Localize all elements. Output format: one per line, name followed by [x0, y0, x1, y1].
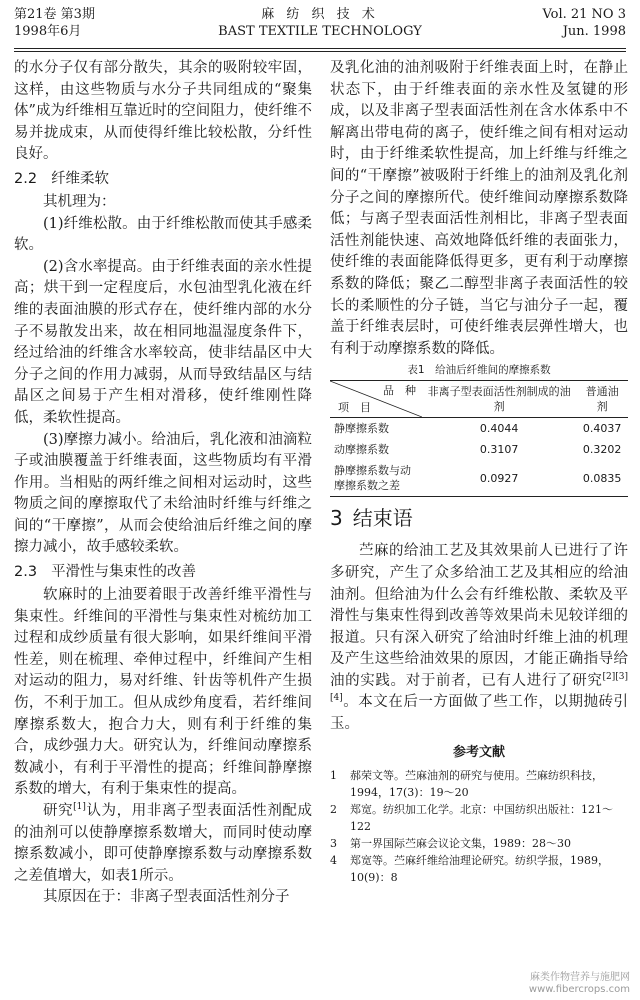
section-title: 结束语	[352, 506, 413, 531]
paragraph	[14, 801, 312, 887]
reference-item	[330, 835, 628, 852]
friction-table	[330, 380, 628, 497]
paragraph	[330, 541, 628, 735]
text: 苎麻的给油工艺及其效果前人已进行了许多研究，产生了众多给油工艺及其相应的给油油剂。但给油为什么会有纤维松散、柔软及平滑性与集束性得到改善等效果尚未见较详细的报道。只有深入研究了给油时纤维上油的机理及产生这些给油效果的原因，才能正确指导给油的实践。对于前者，已有人进行了研究	[330, 543, 628, 689]
running-header	[14, 6, 626, 50]
table-caption: 表1 给油后纤维间的摩擦系数	[407, 364, 551, 377]
reference-number: 1	[330, 769, 337, 783]
header-rule-thin	[14, 51, 626, 52]
cell-value: 0.3202	[582, 443, 622, 457]
reference-item	[330, 767, 628, 801]
cell-value: 0.4044	[479, 422, 519, 436]
watermark-url: www.fibercrops.com	[528, 984, 630, 995]
citation: [1]	[73, 802, 86, 813]
issue-date: 1998年6月	[14, 24, 82, 39]
section-heading-3	[330, 503, 628, 533]
issue-date-en: Jun. 1998	[562, 24, 626, 39]
journal-title-cn: 麻 纺 织 技 术	[261, 7, 379, 22]
paragraph: (3)摩擦力减小。给油后，乳化液和油滴粒子或油膜覆盖于纤维表面，这些物质均有平滑作用。当相贴的两纤维之间相对运动时，这些物质之间的摩擦取代了未给油时纤维与纤维之间的“干摩擦”，从而会使给油后纤维之间的摩擦力减小，故手感较柔软。	[14, 431, 312, 556]
section-number: 3	[330, 506, 343, 531]
header-variety: 品 种	[383, 384, 416, 398]
reference-list	[330, 767, 628, 886]
paragraph: (1)纤维松散。由于纤维松散而使其手感柔软。	[14, 215, 312, 254]
reference-item	[330, 801, 628, 835]
table-row	[330, 439, 628, 460]
references-heading: 参考文献	[452, 744, 505, 760]
cell-value: 0.3107	[479, 443, 519, 457]
issue-info-en	[542, 6, 626, 40]
journal-title-en: BAST TEXTILE TECHNOLOGY	[218, 24, 422, 39]
text: 。本文在后一方面做了些工作，以期抛砖引玉。	[330, 694, 628, 733]
header-col-nonionic: 非离子型表面活性剂制成的油剂	[427, 385, 571, 414]
volume-issue-en: Vol. 21 NO 3	[542, 7, 626, 22]
paragraph: 其机理为：	[43, 193, 116, 210]
row-label: 静摩擦系数与动摩擦系数之差	[334, 464, 411, 493]
text: 研究	[43, 803, 74, 819]
paragraph: 的水分子仅有部分散失，其余的吸附较牢固，这样，由这些物质与水分子共同组成的“聚集体”成为纤维相互靠近时的空间阻力，使纤维不易并拢成束，从而使得纤维比较松散，分纤性良好。	[14, 60, 312, 163]
table-header-row	[330, 381, 628, 418]
reference-text: 郑宽等。苎麻纤维给油理论研究。纺织学报，1989，10(9)：8	[350, 854, 609, 885]
header-item: 项 目	[338, 401, 371, 415]
journal-title	[14, 6, 626, 40]
paragraph: 其原因在于：非离子型表面活性剂分子	[43, 889, 290, 906]
section-heading-2-2	[14, 168, 312, 190]
volume-issue: 第21卷 第3期	[14, 7, 95, 22]
reference-number: 4	[330, 854, 337, 868]
watermark-site-name: 麻类作物营养与施肥网	[530, 972, 630, 983]
reference-item	[330, 852, 628, 886]
citation: [2][3][4]	[330, 672, 628, 704]
paragraph: 软麻时的上油要着眼于改善纤维平滑性与集束性。纤维间的平滑性与集束性对梳纺加工过程和成纱质量有很大影响，如果纤维间平滑性差，则在梳理、牵伸过程中，纤维间产生相对运动的阻力，易对纤维、针齿等机件产生损伤，不利于加工。但从成纱角度看，若纤维间摩擦系数大，抱合力大，则有利于纤维的集合，成纱强力大。研究认为，纤维间动摩擦系数减小，有利于平滑性的提高；纤维间静摩擦系数的增大，有利于集束性的提高。	[14, 587, 312, 798]
left-column	[14, 58, 312, 909]
header-col-ordinary: 普通油剂	[585, 385, 619, 414]
reference-number: 2	[330, 803, 337, 817]
section-number: 2.3	[14, 564, 38, 581]
cell-value: 0.0927	[479, 471, 519, 485]
section-title: 纤维柔软	[51, 170, 110, 187]
section-number: 2.2	[14, 170, 38, 187]
reference-text: 第一界国际苎麻会议论文集，1989：28～30	[350, 837, 571, 851]
paragraph: 及乳化油的油剂吸附于纤维表面上时，在静止状态下，由于纤维表面的亲水性及氢键的形成，以及非离子型表面活性剂在含水体系中不解离出带电荷的离子，使纤维之间有相对运动时，由于纤维柔软性提高，加上纤维与纤维之间的“干摩擦”被吸附于纤维上的油剂及乳化剂分子之间的摩擦所代。使纤维间动摩擦系数降低；与离子型表面活性剂相比，非离子型表面活性剂能快速、高效地降低纤维的表面张力，使纤维的表面能降低得更多，更有利于动摩擦系数的降低；聚乙二醇型非离子表面活性的较长的柔顺性的分子链，当它与油分子一起，覆盖于纤维表层时，可使纤维表层弹性增大，也有利于动摩擦系数的降低。	[330, 60, 628, 357]
cell-value: 0.0835	[582, 471, 622, 485]
reference-number: 3	[330, 837, 337, 851]
table-row	[330, 460, 628, 497]
section-heading-2-3	[14, 561, 312, 583]
header-rule	[14, 48, 626, 49]
cell-value: 0.4037	[582, 422, 622, 436]
reference-text: 郝荣文等。苎麻油剂的研究与使用。苎麻纺织科技，1994，17(3)：19～20	[350, 769, 603, 800]
diagonal-header-cell	[330, 381, 422, 418]
section-title: 平滑性与集束性的改善	[51, 564, 197, 581]
row-label: 动摩擦系数	[334, 443, 389, 457]
right-column	[330, 58, 628, 886]
reference-text: 郑宽。纺织加工化学。北京：中国纺织出版社：121～122	[350, 803, 613, 834]
row-label: 静摩擦系数	[334, 422, 389, 436]
text: 认为，用非离子型表面活性剂配成的油剂可以使静摩擦系数增大，而同时使动摩擦系数减小，即可使静摩擦系数与动摩擦系数之差值增大，如表1所示。	[14, 803, 313, 884]
table-row	[330, 418, 628, 440]
paragraph: (2)含水率提高。由于纤维表面的亲水性提高；烘干到一定程度后，水包油型乳化液在纤维的表面油膜的形式存在，使纤维内部的水分子不易散发出来，故在相同地温湿度条件下，经过给油的纤维含水率较高，使非结晶区中大分子之间的作用力减弱，从而导致结晶区与结晶区之间易于产生相对滑移，使纤维刚性降低，柔软性提高。	[14, 258, 312, 426]
watermark	[529, 972, 630, 996]
